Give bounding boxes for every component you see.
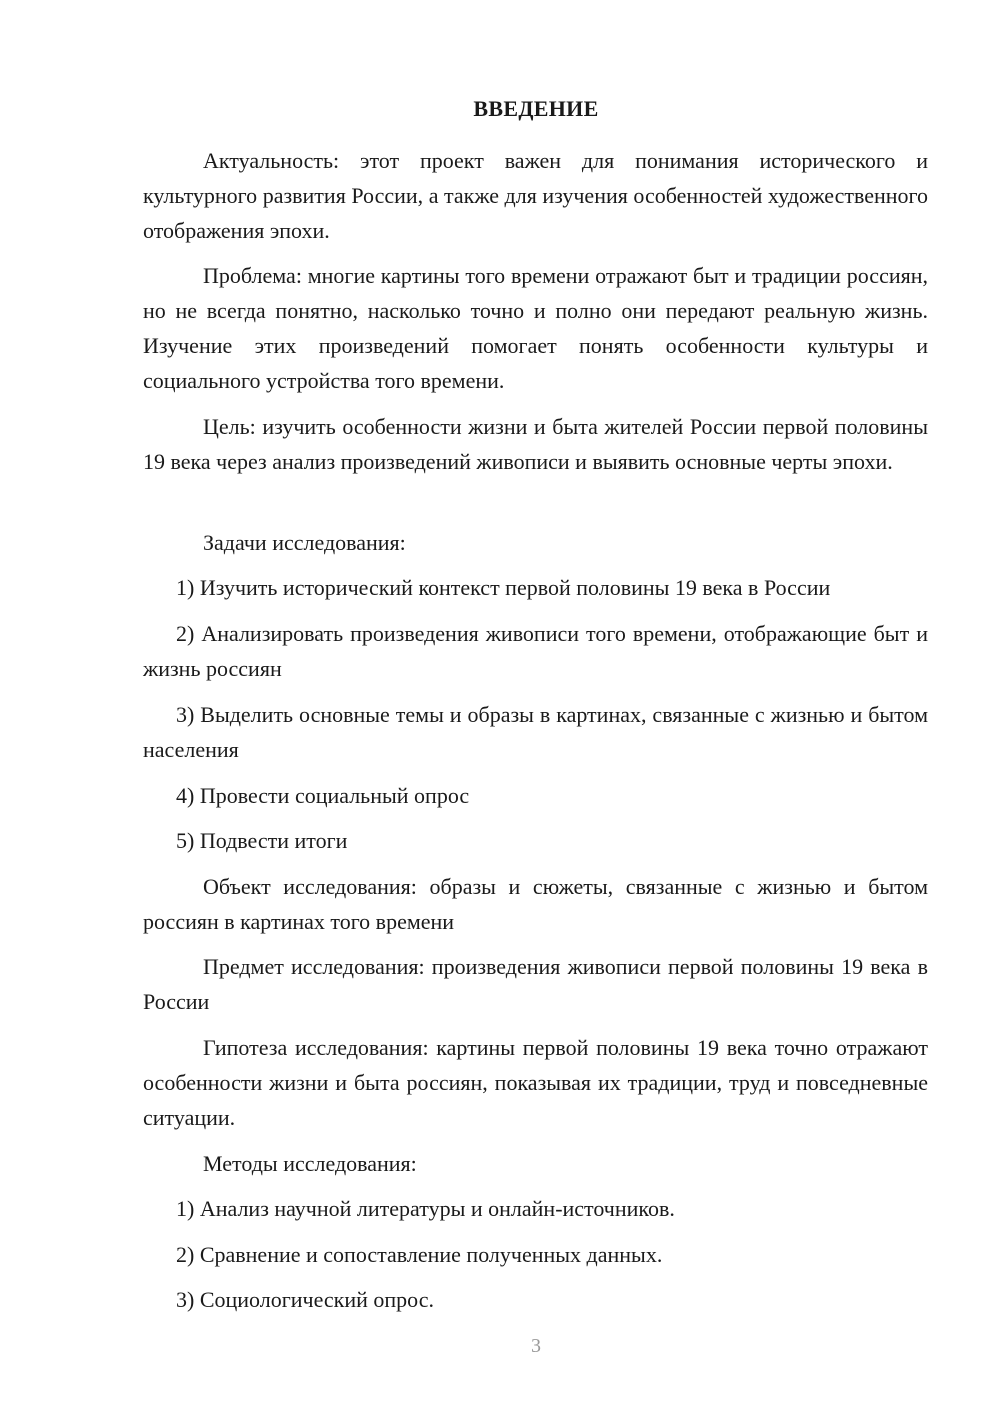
object-paragraph: Объект исследования: образы и сюжеты, связанные с жизнью и бытом россиян в картинах того времени: [143, 874, 928, 934]
task-item: 5) Подвести итоги: [176, 828, 348, 853]
method-item: 3) Социологический опрос.: [176, 1287, 434, 1312]
methods-heading: Методы исследования:: [203, 1151, 417, 1176]
tasks-heading: Задачи исследования:: [203, 530, 406, 555]
subject-paragraph: Предмет исследования: произведения живописи первой половины 19 века в России: [143, 954, 928, 1014]
task-item: 4) Провести социальный опрос: [176, 783, 470, 808]
hypothesis-paragraph: Гипотеза исследования: картины первой половины 19 века точно отражают особенности жизни и быта россиян, показывая их традиции, труд и повседневные ситуации.: [143, 1035, 928, 1130]
task-item: 2) Анализировать произведения живописи того времени, отображающие быт и жизнь россиян: [143, 621, 928, 681]
page-title: ВВЕДЕНИЕ: [473, 96, 599, 121]
method-item: 1) Анализ научной литературы и онлайн-источников.: [176, 1196, 675, 1221]
task-item: 3) Выделить основные темы и образы в картинах, связанные с жизнью и бытом населения: [143, 702, 928, 762]
goal-paragraph: Цель: изучить особенности жизни и быта жителей России первой половины 19 века через анализ произведений живописи и выявить основные черты эпохи.: [143, 414, 928, 474]
relevance-paragraph: Актуальность: этот проект важен для понимания исторического и культурного развития России, а также для изучения особенностей художественного отображения эпохи.: [143, 148, 928, 243]
page-number: 3: [531, 1335, 541, 1357]
problem-paragraph: Проблема: многие картины того времени отражают быт и традиции россиян, но не всегда понятно, насколько точно и полно они передают реальную жизнь. Изучение этих произведений помогает понять особенности культуры и социального устройства того времени.: [143, 263, 928, 393]
method-item: 2) Сравнение и сопоставление полученных данных.: [176, 1242, 663, 1267]
task-item: 1) Изучить исторический контекст первой половины 19 века в России: [176, 575, 831, 600]
